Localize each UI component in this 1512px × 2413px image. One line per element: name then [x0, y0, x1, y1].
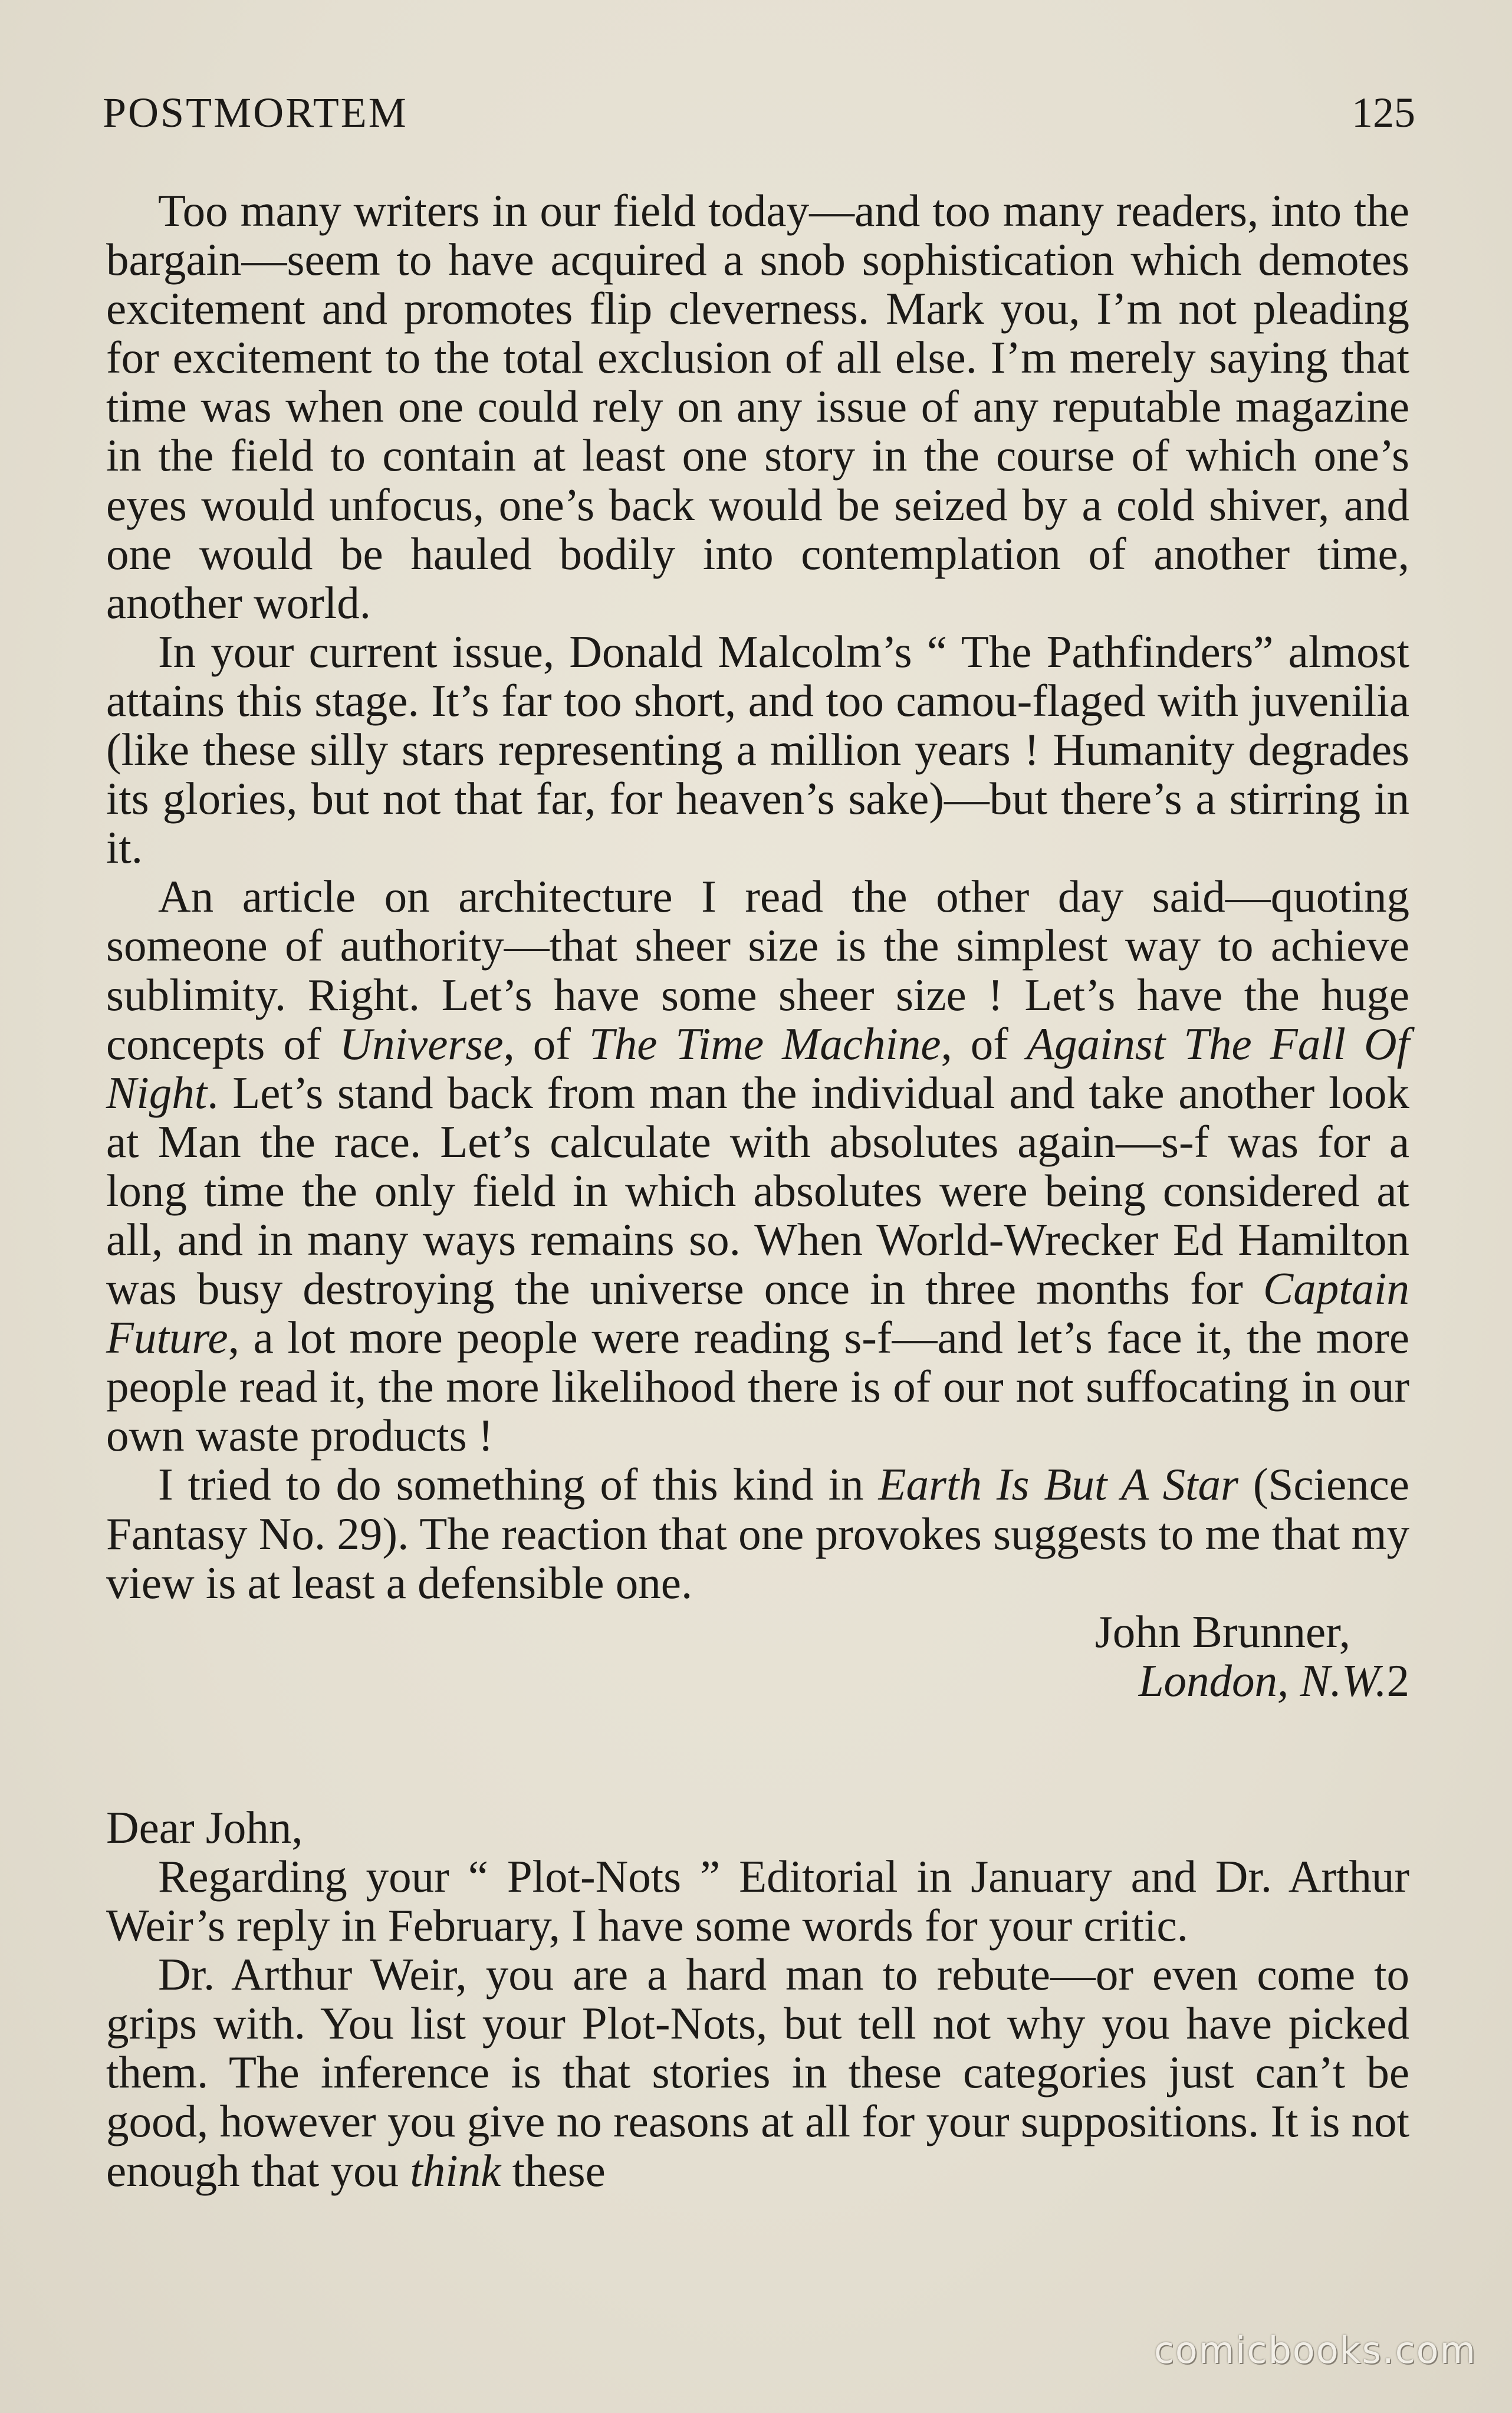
- text-run: Dr. Arthur Weir, you are a hard man to rebute—or even come to grips with. You list your Plot-Nots, but tell not why you have picked them. The inference is that stories in these categories just can’t be good, however you give no reasons at all for your suppositions. It is not enough that you: [106, 1949, 1409, 2196]
- signature-place: [106, 1656, 1409, 1705]
- text-run: , a lot more people were reading s-f—and let’s face it, the more people read it, the more likelihood there is of our not suffocating in our own waste products !: [106, 1312, 1409, 1461]
- text-run: . Let’s stand back from man the individual and take another look at Man the race. Let’s calculate with absolutes again—s-f was for a long time the only field in which absolutes were being considered at all, and in many ways remains so. When World-Wrecker Ed Hamilton was busy destroying the universe once in three months for: [106, 1067, 1409, 1314]
- text-run: , of: [503, 1018, 589, 1069]
- emphasis-think: think: [410, 2145, 501, 2196]
- title-against-the-fall-of-night: Against The Fall Of Night: [106, 1018, 1410, 1118]
- text-run: these: [501, 2145, 606, 2196]
- letter2-paragraph-2: [106, 1950, 1409, 2195]
- text-run: , of: [941, 1018, 1027, 1069]
- letter2-salutation: Dear John,: [106, 1801, 303, 1853]
- text-run: An article on architecture I read the other day said—quoting someone of authority—that sheer size is the simplest way to achieve sublimity. Right. Let’s have some sheer size ! Let’s have the huge concepts of: [106, 871, 1409, 1069]
- text-run: (Science Fantasy No. 29). The reaction that one provokes suggests to me that my view is at least a defensible one.: [106, 1459, 1409, 1608]
- title-captain-future: Captain Future: [106, 1263, 1409, 1363]
- text-run: I tried to do something of this kind in: [158, 1459, 879, 1510]
- watermark-logo: comicbooks.com: [1153, 2329, 1477, 2372]
- letter2-paragraph-1: Regarding your “ Plot-Nots ” Editorial in January and Dr. Arthur Weir’s reply in February, I have some words for your critic.: [106, 1851, 1409, 1951]
- letter1-paragraph-1: Too many writers in our field today—and too many readers, into the bargain—seem to have acquired a snob sophistication which demotes excitement and promotes flip cleverness. Mark you, I’m not pleading for excitement to the total exclusion of all else. I’m merely saying that time was when one could rely on any issue of any reputable magazine in the field to contain at least one story in the course of which one’s eyes would unfocus, one’s back would be seized by a cold shiver, and one would be hauled bodily into contemplation of another time, another world.: [106, 185, 1409, 628]
- letter-separator: [106, 1705, 1409, 1803]
- title-universe: Universe: [339, 1018, 504, 1069]
- letter1-paragraph-3: [106, 872, 1409, 1460]
- letters-column: [106, 186, 1409, 2195]
- letter1-paragraph-2: In your current issue, Donald Malcolm’s “ The Pathfinders” almost attains this stage. It’s far too short, and too camou-flaged with juvenilia (like these silly stars representing a million years ! Humanity degrades its glories, but not that far, for heaven’s sake)—but there’s a stirring in it.: [106, 626, 1409, 873]
- signature-name: John Brunner,: [1094, 1606, 1350, 1657]
- running-head: [103, 88, 1415, 142]
- title-earth-is-but-a-star: Earth Is But A Star: [878, 1459, 1238, 1510]
- page-number: 125: [1352, 89, 1415, 136]
- title-time-machine: The Time Machine: [589, 1018, 941, 1069]
- signature-district-number: 2: [1386, 1655, 1409, 1706]
- running-title: POSTMORTEM: [103, 89, 408, 136]
- signature-city: London, N.W.: [1138, 1655, 1387, 1706]
- letter1-paragraph-4: [106, 1460, 1409, 1607]
